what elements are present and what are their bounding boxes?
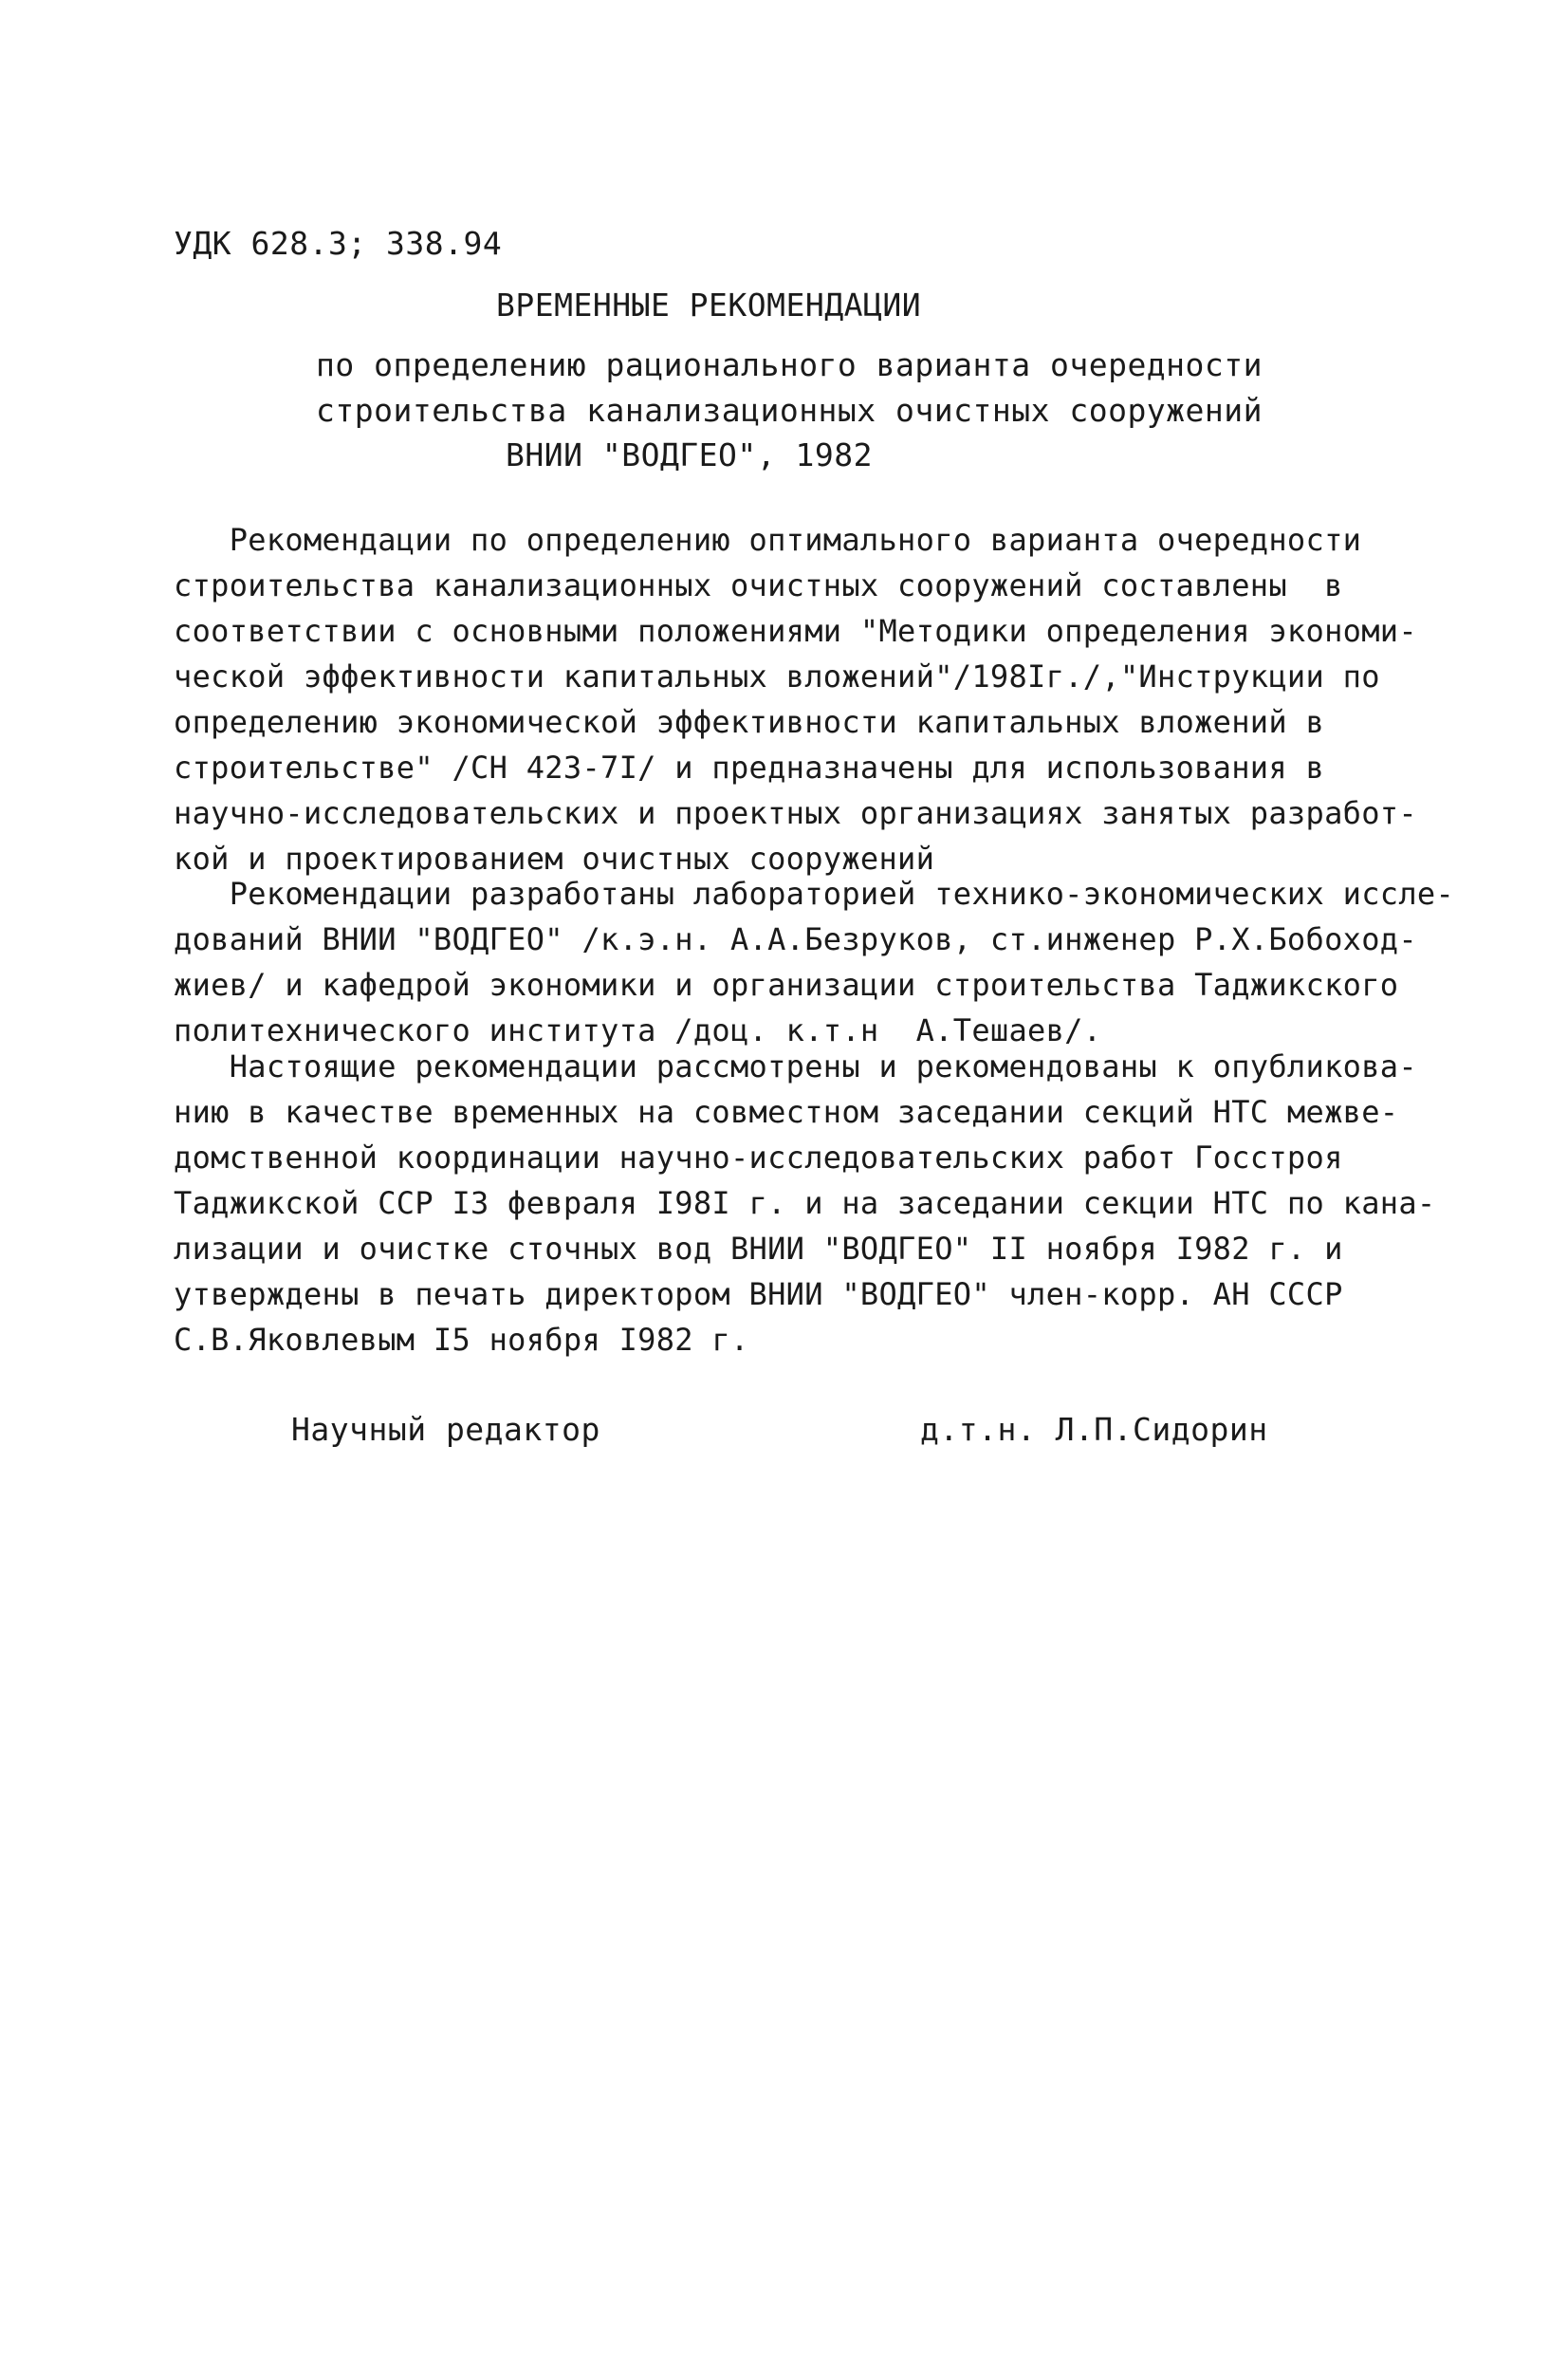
paragraph-line: Таджикской ССР I3 февраля I98I г. и на заседании секции НТС по кана- [174, 1185, 1436, 1221]
paragraph-line: строительстве" /СН 423-7I/ и предназначены для использования в [174, 750, 1325, 786]
paragraph-line: политехнического института /доц. к.т.н А.Тешаев/. [174, 1012, 1102, 1048]
editor-role: Научный редактор [291, 1411, 600, 1448]
subtitle-line-2: строительства канализационных очистных сооружений [316, 392, 1264, 429]
editor-name: д.т.н. Л.П.Сидорин [920, 1411, 1268, 1448]
udk-code: УДК 628.3; 338.94 [174, 225, 503, 262]
paragraph-line: нию в качестве временных на совместном заседании секций НТС межве- [174, 1094, 1399, 1130]
paragraph-line: определению экономической эффективности капитальных вложений в [174, 704, 1325, 740]
paragraph-2 [174, 871, 1455, 1053]
paragraph-line: строительства канализационных очистных сооружений составлены в [174, 567, 1343, 603]
paragraph-1 [174, 517, 1417, 881]
paragraph-3 [174, 1044, 1436, 1362]
subtitle-line-1: по определению рационального варианта очередности [316, 346, 1264, 383]
paragraph-line: соответствии с основными положениями "Методики определения экономи- [174, 613, 1417, 649]
paragraph-line: лизации и очистке сточных вод ВНИИ "ВОДГЕО" II ноября I982 г. и [174, 1231, 1343, 1267]
paragraph-line: С.В.Яковлевым I5 ноября I982 г. [174, 1322, 749, 1358]
document-title: ВРЕМЕННЫЕ РЕКОМЕНДАЦИИ [496, 287, 922, 324]
paragraph-line: домственной координации научно-исследовательских работ Госстроя [174, 1140, 1343, 1176]
paragraph-line: жиев/ и кафедрой экономики и организации строительства Таджикского [174, 967, 1399, 1003]
paragraph-line: ческой эффективности капитальных вложений"/198Iг./,"Инструкции по [174, 658, 1380, 695]
paragraph-line: Рекомендации по определению оптимального варианта очередности [174, 522, 1362, 558]
paragraph-line: Рекомендации разработаны лабораторией технико-экономических иссле- [174, 876, 1455, 912]
paragraph-line: научно-исследовательских и проектных организациях занятых разработ- [174, 795, 1417, 831]
subtitle-line-3: ВНИИ "ВОДГЕО", 1982 [506, 436, 873, 473]
paragraph-line: дований ВНИИ "ВОДГЕО" /к.э.н. А.А.Безруков, ст.инженер Р.Х.Бобоход- [174, 921, 1417, 957]
paragraph-line: Настоящие рекомендации рассмотрены и рекомендованы к опубликова- [174, 1048, 1417, 1084]
paragraph-line: утверждены в печать директором ВНИИ "ВОДГЕО" член-корр. АН СССР [174, 1276, 1343, 1312]
paragraph-line: кой и проектированием очистных сооружений [174, 841, 935, 877]
